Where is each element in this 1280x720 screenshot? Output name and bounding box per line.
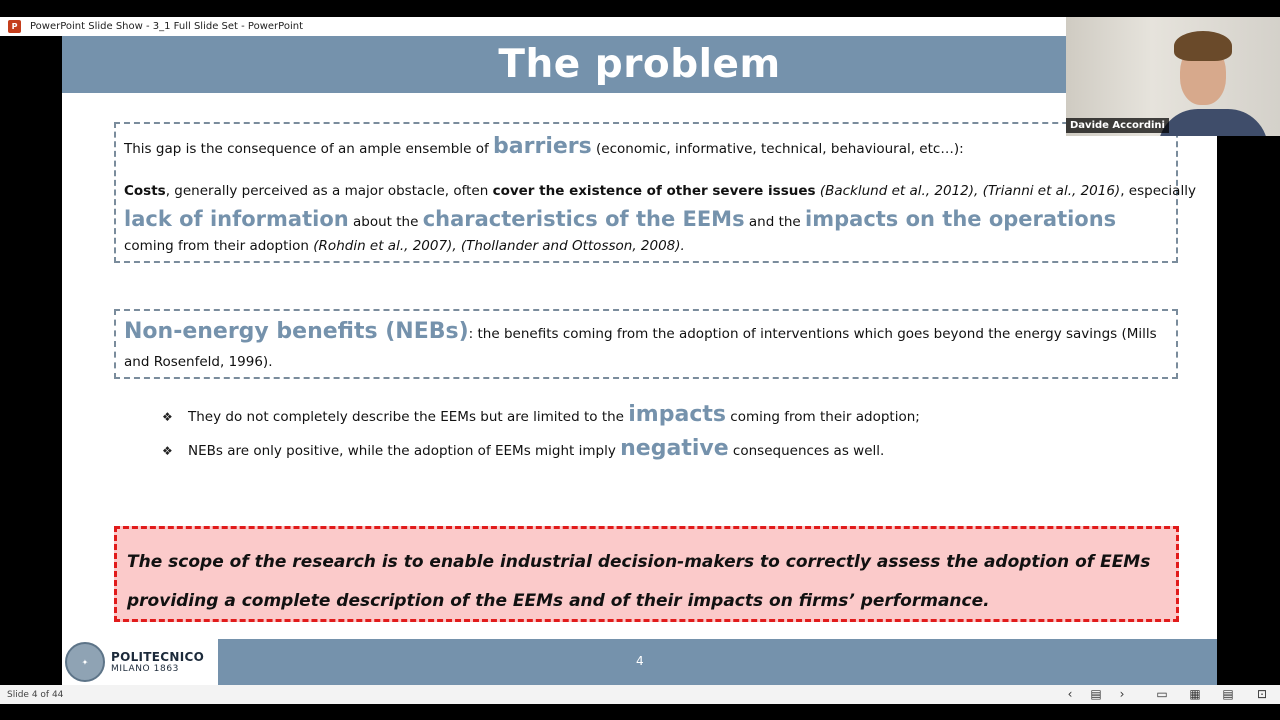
slide-menu-button[interactable]: ▤: [1090, 687, 1102, 701]
next-slide-button[interactable]: ›: [1119, 687, 1125, 701]
keyword-lack-of-information: lack of information: [124, 207, 349, 231]
window-title: PowerPoint Slide Show - 3_1 Full Slide Set - PowerPoint: [30, 21, 303, 32]
nebs-line-2: [124, 356, 273, 370]
impacts-keyword: impacts: [628, 402, 726, 427]
barriers-line-4: [124, 240, 685, 254]
presenter-hair: [1174, 31, 1232, 61]
text-run: NEBs are only positive, while the adoption of EEMs might imply: [188, 443, 621, 459]
citation: (Backlund et al., 2012), (Trianni et al., 2016): [815, 183, 1121, 199]
participant-name-label: Davide Accordini: [1066, 118, 1169, 133]
text-run: consequences as well.: [728, 443, 885, 459]
slide-footer: [62, 639, 1217, 685]
slide[interactable]: [62, 36, 1217, 685]
bullet-item-1: [162, 402, 920, 427]
citation: (Rohdin et al., 2007), (Thollander and Ottosson, 2008).: [313, 238, 685, 254]
costs-keyword: Costs: [124, 183, 166, 199]
text-run: : the benefits coming from the adoption of interventions which goes beyond the energy savings (Mills: [468, 326, 1157, 342]
window-titlebar: [0, 17, 1066, 36]
slide-sorter-button[interactable]: ▦: [1189, 687, 1201, 701]
normal-view-button[interactable]: ▭: [1156, 687, 1168, 701]
text-run: and Rosenfeld, 1996).: [124, 354, 273, 370]
previous-slide-button[interactable]: ‹: [1067, 687, 1073, 701]
slideshow-view-button[interactable]: ⊡: [1256, 687, 1268, 701]
reading-view-button[interactable]: ▤: [1222, 687, 1234, 701]
diamond-bullet-icon: ❖: [162, 410, 173, 424]
scope-text: The scope of the research is to enable industrial decision-makers to correctly assess the adoption of EEMs providing a complete description of the EEMs and of their impacts on firms’ performance.: [127, 552, 1151, 611]
slide-header: [62, 36, 1217, 93]
page-number: 4: [636, 654, 644, 668]
barriers-keyword: barriers: [493, 134, 592, 159]
bold-run: cover the existence of other severe issues: [492, 183, 816, 199]
logo-name: POLITECNICO: [111, 650, 205, 664]
text-run: , especially: [1120, 183, 1196, 199]
slide-counter: Slide 4 of 44: [7, 689, 64, 700]
text-run: about the: [348, 214, 423, 230]
text-run: This gap is the consequence of an ample ensemble of: [124, 141, 494, 157]
bullet-item-2: [162, 436, 884, 461]
nebs-line-1: [124, 321, 1157, 343]
scope-box: [114, 526, 1179, 622]
text-run: They do not completely describe the EEMs but are limited to the: [188, 409, 629, 425]
keyword-characteristics: characteristics of the EEMs: [422, 207, 745, 231]
text-run: coming from their adoption;: [725, 409, 920, 425]
powerpoint-icon: P: [8, 20, 21, 33]
text-run: coming from their adoption: [124, 238, 314, 254]
footer-bar: [218, 639, 1217, 685]
barriers-line-3: [124, 209, 1116, 230]
keyword-impacts-operations: impacts on the operations: [805, 207, 1117, 231]
logo-subtitle: MILANO 1863: [111, 664, 179, 674]
university-seal-icon: ✦: [65, 642, 105, 682]
text-run: , generally perceived as a major obstacle, often: [165, 183, 493, 199]
barriers-line-2: [124, 185, 1196, 199]
slide-title: The problem: [498, 42, 781, 87]
barriers-line-1: [124, 136, 964, 158]
politecnico-logo: [62, 639, 218, 685]
negative-keyword: negative: [620, 436, 729, 461]
diamond-bullet-icon: ❖: [162, 444, 173, 458]
text-run: (economic, informative, technical, behavioural, etc…):: [591, 141, 964, 157]
text-run: and the: [744, 214, 806, 230]
nebs-keyword: Non-energy benefits (NEBs): [124, 319, 469, 344]
